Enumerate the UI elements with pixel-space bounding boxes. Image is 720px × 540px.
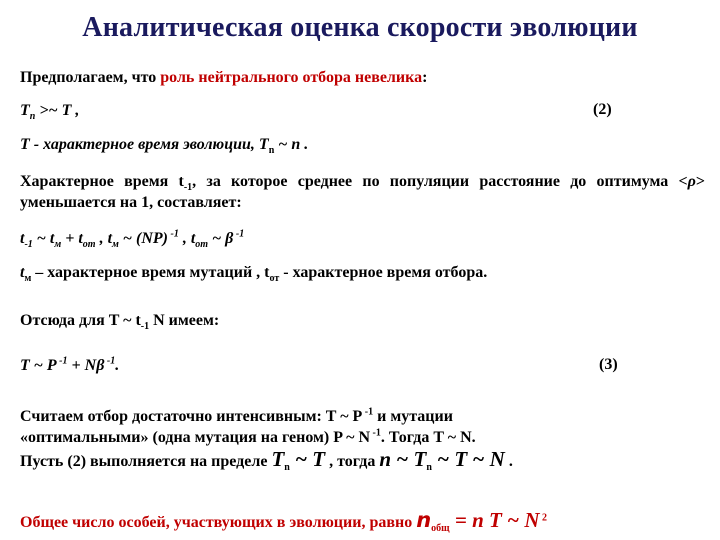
c3-sub3: n: [426, 462, 432, 474]
definition-T-tail: ~ n .: [274, 136, 309, 153]
hence-sub: -1: [140, 321, 150, 333]
conclusion-line-1: [20, 406, 710, 427]
final-eq-sup: 2: [539, 512, 547, 524]
paragraph-t1-sub: -1: [183, 182, 193, 194]
paragraph-t1-start: Характерное время t: [20, 173, 184, 190]
ft1-g-sup: -1: [233, 228, 245, 240]
definition-tm: [20, 263, 487, 283]
hence-tail: N имеем:: [149, 312, 220, 329]
hence-text: Отсюда для T ~ t: [20, 312, 141, 329]
assumption-line: [20, 68, 427, 88]
ft1-f: , t: [178, 230, 196, 247]
dtm-c: - характерное время отбора.: [279, 264, 488, 281]
slide-title: Аналитическая оценка скорости эволюции: [82, 12, 638, 43]
ft1-a: t: [20, 230, 25, 247]
final-sym: n: [416, 508, 432, 532]
f3-b-sup: -1: [104, 355, 116, 367]
assumption-suffix: :: [422, 69, 428, 86]
definition-T-sub: n: [268, 145, 275, 157]
assumption-highlight: роль нейтрального отбора невелика: [160, 69, 423, 86]
paragraph-t1-mid: , за которое среднее по популяции расстояние до оптимума <: [192, 173, 688, 190]
formula-t1: [20, 229, 244, 249]
c2-tail: . Тогда T ~ N.: [380, 429, 476, 446]
ft1-g: ~ β: [208, 230, 234, 247]
formula-2-rel: >~ T ,: [35, 102, 80, 119]
ft1-d: , t: [95, 230, 113, 247]
definition-T-text: T - характерное время эволюции, T: [20, 136, 269, 153]
c3-text: Пусть (2) выполняется на пределе: [20, 453, 272, 470]
f3-b: + Nβ: [67, 357, 105, 374]
conclusion-line-2: [20, 427, 710, 448]
final-eq: = n T ~ N: [449, 508, 540, 532]
c2-sup: -1: [370, 427, 381, 439]
f3-c: .: [115, 357, 120, 374]
dtm-a: t: [20, 264, 25, 281]
hence-line: [20, 311, 219, 331]
formula-2-lhs: T: [20, 102, 30, 119]
paragraph-t1-end: > уменьшается на 1, составляет:: [20, 173, 706, 211]
c1-tail: и мутации: [373, 408, 453, 425]
ft1-d-sub: м: [112, 239, 119, 251]
c3-mid: , тогда: [325, 453, 380, 470]
ft1-f-sub: от: [195, 239, 209, 251]
final-statement: [20, 508, 547, 533]
dtm-b-sub: от: [269, 273, 280, 285]
formula-3: [20, 356, 119, 376]
c1-text: Считаем отбор достаточно интенсивным: T ~ P: [20, 408, 363, 425]
f3-a-sup: -1: [56, 355, 68, 367]
c3-big4: ~ T ~ N: [431, 447, 505, 471]
c3-big2: ~ T: [289, 447, 326, 471]
c2-text: «оптимальными» (одна мутация на геном) P ~ N: [20, 429, 370, 446]
rho-symbol: ρ: [687, 173, 696, 190]
ft1-e-sup: -1: [167, 228, 179, 240]
c1-sup: -1: [362, 406, 374, 418]
dtm-a-sub: м: [24, 273, 32, 285]
ft1-c: + t: [61, 230, 83, 247]
c3-big1: T: [271, 447, 285, 471]
conclusion-block: [20, 406, 710, 472]
ft1-b: ~ t: [32, 230, 55, 247]
c3-end: .: [504, 453, 513, 470]
final-sym-sub: общ: [431, 523, 450, 535]
assumption-prefix: Предполагаем, что: [20, 69, 161, 86]
final-text: Общее число особей, участвующих в эволюции, равно: [20, 514, 417, 531]
formula-2: [20, 101, 79, 121]
equation-number-2: (2): [593, 101, 612, 118]
formula-2-sub: n: [29, 111, 36, 123]
definition-T: [20, 135, 308, 155]
ft1-c-sub: от: [82, 239, 96, 251]
paragraph-t1: [20, 171, 705, 213]
c3-big3: n ~ T: [379, 447, 427, 471]
conclusion-line-3: [20, 449, 710, 472]
ft1-b-sub: м: [54, 239, 62, 251]
dtm-b: – характерное время мутаций , t: [31, 264, 270, 281]
ft1-e: ~ (NP): [118, 230, 168, 247]
c3-sub1: n: [284, 462, 290, 474]
ft1-a-sub: -1: [24, 239, 33, 251]
equation-number-3: (3): [599, 356, 618, 373]
f3-a: T ~ P: [20, 357, 57, 374]
